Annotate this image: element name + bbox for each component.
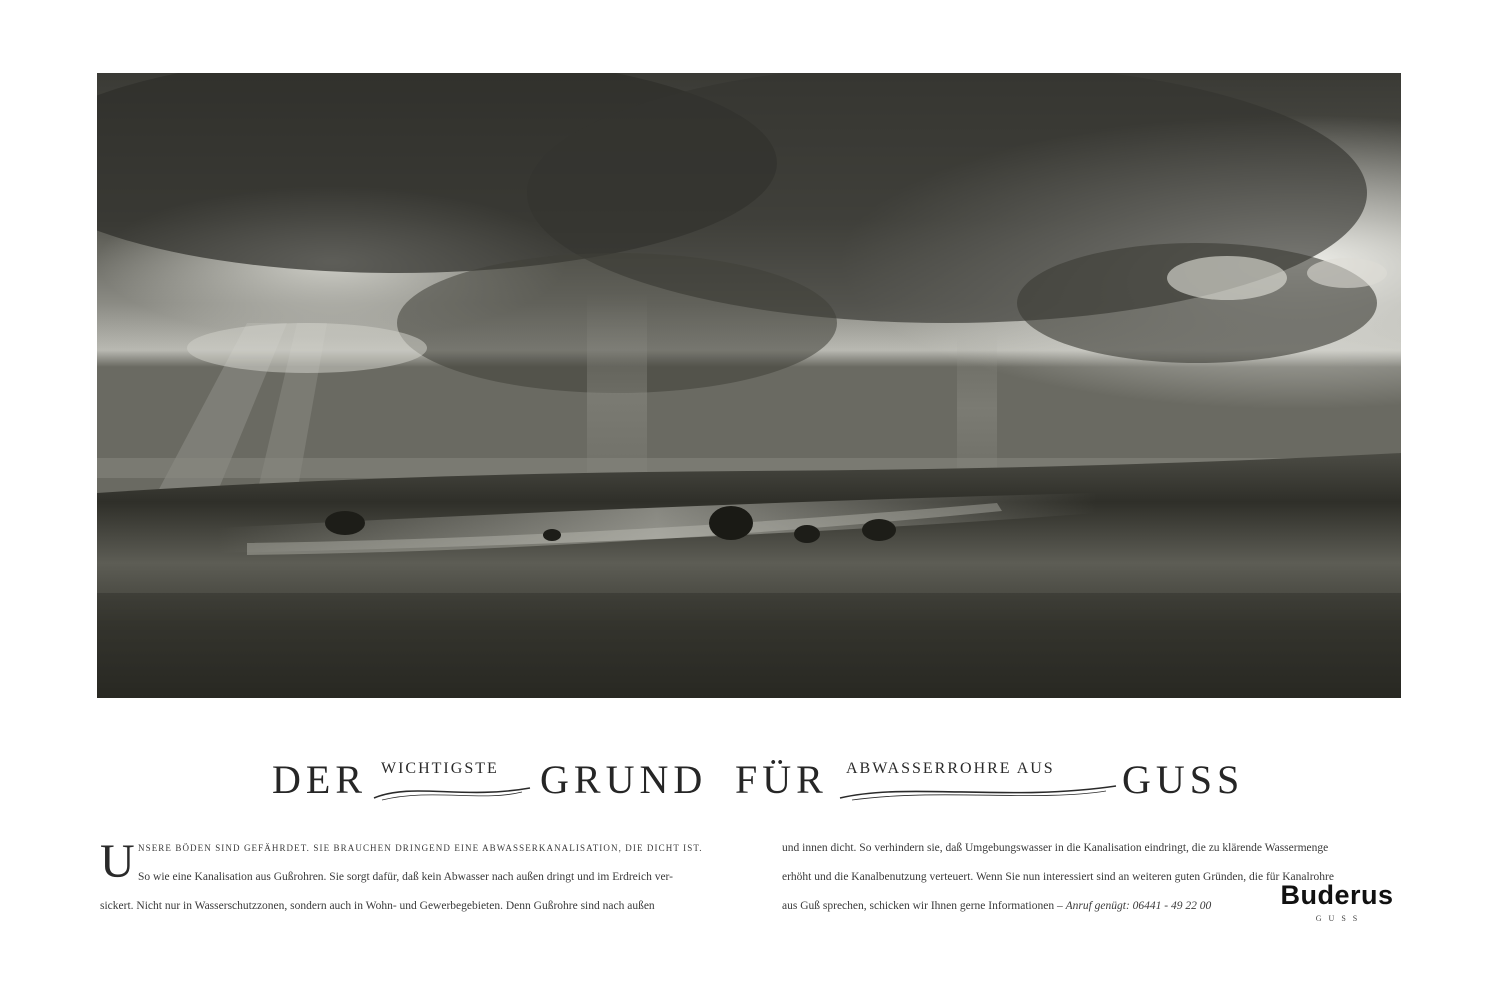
logo-subtitle: GUSS	[1315, 914, 1365, 923]
landscape-photo	[97, 73, 1401, 698]
body-line: So wie eine Kanalisation aus Gußrohren. Sie sorgt dafür, daß kein Abwasser nach außen dringt und im Erdreich ver-	[138, 871, 673, 883]
lead-sentence: NSERE BÖDEN SIND GEFÄHRDET. SIE BRAUCHEN DRINGEND EINE ABWASSERKANALISATION, DIE DICHT IST.	[138, 843, 703, 853]
body-line: und innen dicht. So verhindern sie, daß Umgebungswasser in die Kanalisation eindringt, die zu klärende Wassermenge	[782, 842, 1329, 854]
swash-ornament-2	[838, 778, 1118, 802]
body-column-left	[100, 834, 720, 921]
logo-wordmark: Buderus	[1280, 880, 1394, 910]
headline-der: DER	[272, 757, 367, 802]
headline-guss: GUSS	[1122, 757, 1245, 802]
buderus-logo	[1270, 880, 1404, 923]
headline	[0, 744, 1500, 814]
swash-ornament	[372, 778, 532, 802]
body-line: erhöht und die Kanalbenutzung verteuert. Wenn Sie nun interessiert sind an weiteren guten Gründen, die für Kanalrohre	[782, 871, 1334, 883]
headline-wichtigste: WICHTIGSTE	[381, 760, 499, 777]
call-to-action: Anruf genügt: 06441 - 49 22 00	[1065, 900, 1212, 912]
headline-grund: GRUND	[540, 757, 708, 802]
body-line: sickert. Nicht nur in Wasserschutzzonen, sondern auch in Wohn- und Gewerbegebieten. Denn Gußrohre sind nach außen	[100, 900, 655, 912]
body-line: aus Guß sprechen, schicken wir Ihnen gerne Informationen –	[782, 900, 1063, 912]
headline-abwasserrohre-aus: ABWASSERROHRE AUS	[846, 760, 1055, 777]
headline-fur: FÜR	[735, 757, 828, 802]
drop-cap: U	[100, 835, 135, 888]
